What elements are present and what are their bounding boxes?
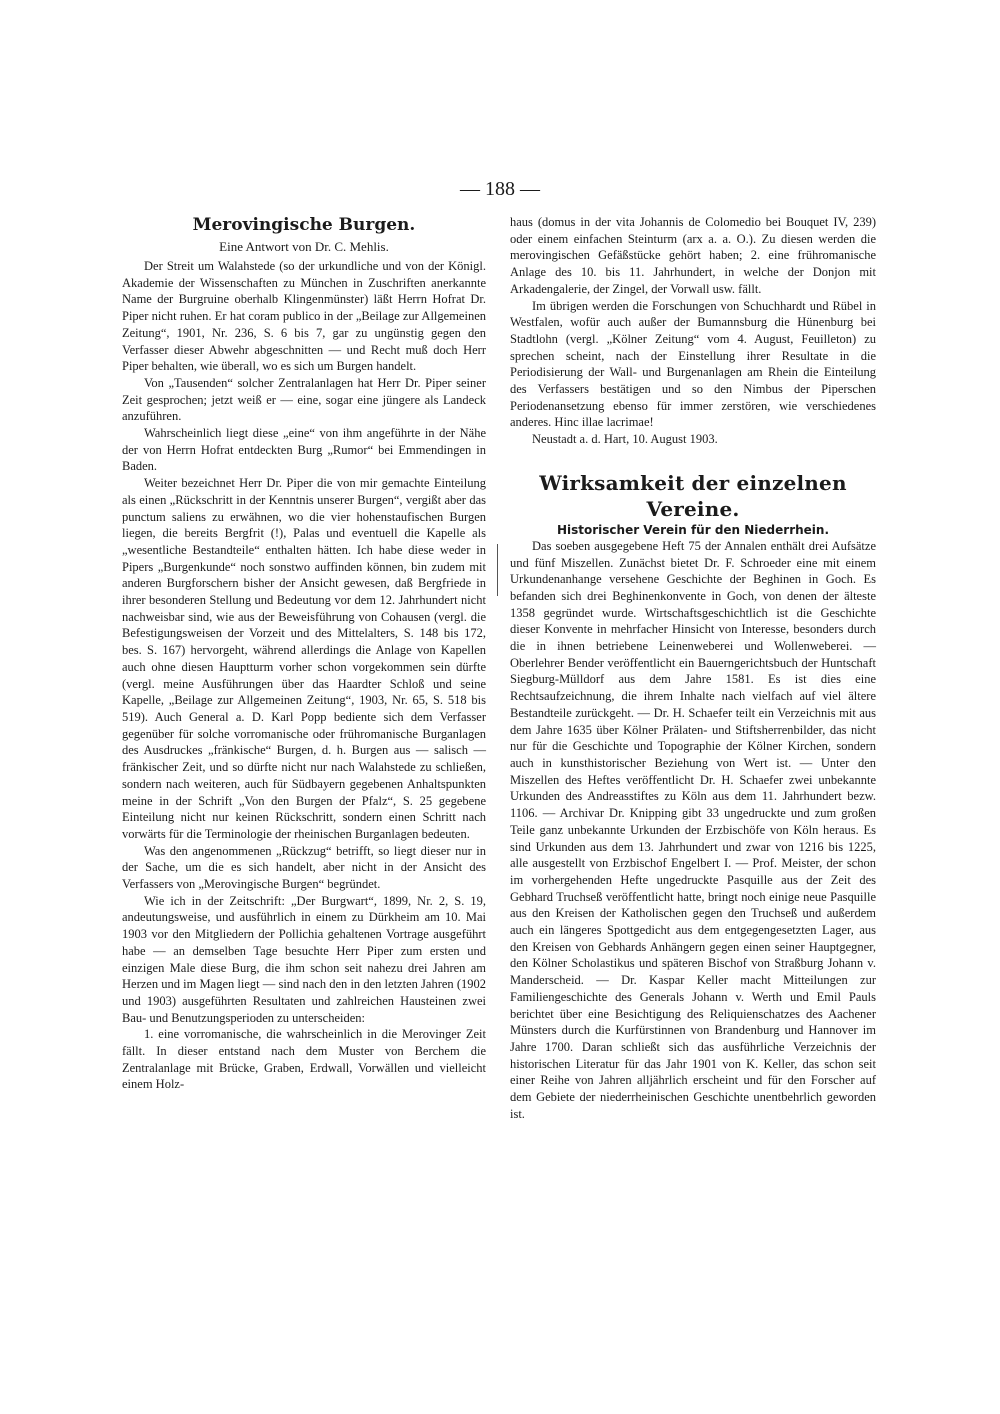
dateline: Neustadt a. d. Hart, 10. August 1903. — [532, 432, 718, 447]
section-title: Wirksamkeit der einzelnen Vereine. — [539, 470, 847, 521]
paragraph: Was den angenommenen „Rückzug“ betrifft, so liegt dieser nur in der Sache, um die es sich handelt, aber nicht in der Ansicht des Verfassers von „Merovingische Burgen“ begründet. — [122, 843, 486, 892]
section-subtitle: Historischer Verein für den Niederrhein. — [556, 522, 830, 537]
article-title: Merovingische Burgen. — [192, 215, 416, 235]
left-column — [122, 214, 486, 1093]
section-gap — [510, 448, 876, 470]
article-subtitle: Eine Antwort von Dr. C. Mehlis. — [219, 239, 389, 254]
paragraph: Wie ich in der Zeitschrift: „Der Burgwart“, 1899, Nr. 2, S. 19, andeutungsweise, und ausführlich in einem zu Dürkheim am 10. Mai 1903 vor den Mitgliedern der Pollichia gehaltenen Vortrage ausgeführt habe — an demselben Tage besuchte Herr Piper zum ersten und einzigen Male diese Burg, die ihm schon seit nahezu drei Jahren am Herzen und im Magen liegt — sind nach den in den letzten Jahren (1902 und 1903) ausgeführten Resultaten und zahlreichen Hausteinen zwei Bau- und Benutzungsperioden zu unterscheiden: — [122, 893, 486, 1025]
paragraph: Wahrscheinlich liegt diese „eine“ von ihm angeführte in der Nähe der von Herrn Hofrat entdeckten Burg „Rumor“ bei Emmendingen in Baden. — [122, 426, 486, 474]
paragraph: Der Streit um Walahstede (so der urkundliche und von der Königl. Akademie der Wissenschaften zu München in Zuschriften anerkannte Name der Burgruine oberhalb Klingenmünster) läßt Herrn Hofrat Dr. Piper nicht ruhen. Er hat coram publico in der „Beilage zur Allgemeinen Zeitung“, 1901, Nr. 236, S. 6 bis 7, gar zu ungünstig gegen den Verfasser dieser Abwehr abgeschnitten — und Recht muß doch Herr Piper behalten, wie überall, wo es sich um Burgen handelt. — [122, 259, 486, 374]
paragraph: Das soeben ausgegebene Heft 75 der Annalen enthält drei Aufsätze und fünf Miszellen. Zunächst bietet Dr. F. Schroeder eine mit einem Urkundenanhange versehene Geschichte der Beghinen in Goch. Es befanden sich drei Beghinenkonvente in Goch, von denen der älteste 1358 gegründet wurde. Wirtschaftsgeschichtlich ist die Geschichte dieser Konvente in mehrfacher Hinsicht von Interesse, besonders durch die in ihnen betriebene Leinenweberei und Wollenweberei. — Oberlehrer Bender veröffentlicht ein Bauerngerichtsbuch der Huntschaft Siegburg-Mülldorf aus dem Jahre 1581. Es ist dies eine Rechtsaufzeichnung, die ihrem Inhalte nach vielfach auf viel ältere Bestandteile zurückgeht. — Dr. H. Schaefer teilt ein Verzeichnis mit aus dem Jahre 1635 über Kölner Prälaten- und Stiftsherrenbilder, das nicht nur für die Geschichte und Topographie der Kölner Kirchen, sondern auch in kunsthistorischer Beziehung von Wert ist. — Unter den Miszellen des Heftes veröffentlicht Dr. H. Schaefer zwei unbekannte Urkunden des Andreasstiftes zu Köln aus dem 11. Jahrhundert bezw. 1106. — Archivar Dr. Knipping gibt 33 ungedruckte und zum großen Teile ganz unbekannte Urkunden der Erzbischöfe von Köln heraus. Es sind Urkunden aus dem 13. Jahrhundert und zwar von 1216 bis 1225, alle ausgestellt von Erzbischof Engelbert I. — Prof. Meister, der schon im vorhergehenden Hefte ungedruckte Pasquille aus der Zeit des Gebhard Truchseß veröffentlicht hatte, bringt noch einige neue Pasquille aus den Kreisen der Katholischen gegen den Truchseß und außerdem auch ein längeres Spottgedicht aus dem entgegengesetzten Lager, aus den Kreisen von Gebhards Anhängern gegen einen seiner Hauptgegner, den Kölner Scholastikus und späteren Bischof von Straßburg Johann v. Manderscheid. — Dr. Kaspar Keller macht Mitteilungen zur Familiengeschichte des Generals Johann v. Werth und Emil Pauls berichtet über eine Besichtigung des Reliquienschatzes des Aachener Münsters durch die Kurfürstinnen von Brandenburg und Hannover im Jahre 1700. Daran schließt sich das ausführliche Verzeichnis der historischen Literatur für das Jahr 1901 von K. Keller, das schon seit einer Reihe von Jahren alljährlich erscheint und für den Forscher auf dem Gebiete der niederrheinischen Geschichte unentbehrlich geworden ist. — [510, 538, 876, 1121]
paragraph: Von „Tausenden“ solcher Zentralanlagen hat Herr Dr. Piper seiner Zeit gesprochen; jetzt weiß er — eine, sogar eine jüngere als Landeck anzuführen. — [122, 375, 486, 424]
page-number: — 188 — — [460, 178, 540, 200]
paragraph-continuation: haus (domus in der vita Johannis de Colomedio bei Bouquet IV, 239) oder einem einfachen Steinturm (arx a. a. O.). Zu diesen werden die merovingischen Gefäßstücke gehört haben; 2. eine frühromanische Anlage des 10. bis 11. Jahrhundert, in welche der Donjon mit Arkadengalerie, der Zingel, der Vorwall usw. fällt. — [510, 215, 876, 296]
right-column — [510, 214, 876, 1122]
paragraph: Weiter bezeichnet Herr Dr. Piper die von mir gemachte Einteilung als einen „Rückschritt in der Kenntnis unserer Burgen“, vergißt aber das punctum saliens zu erwähnen, wo die vier hohenstaufischen Burgen liegen, die bereits Bergfrit (!), Palas und eventuell die Kapelle als „wesentliche Bestandteile“ enthalten hätten. Ich habe diese weder in Pipers „Burgenkunde“ noch sonstwo auffinden können, bin zudem mit anderen Burgforschern bisher der Ansicht gewesen, daß Bergfriede in ihrer besonderen Stellung und Bedeutung vor dem 12. Jahrhundert nicht nachweisbar sind, wie aus der Beweisführung von Cohausen (vergl. die Befestigungsweisen der Vorzeit und des Mittelalters, S. 148 bis 172, bes. S. 167) hervorgeht, während allerdings die Anlage von Kapellen auch ohne diesen Hauptturm vorher schon vorgekommen sein dürfte (vergl. meine Ausführungen über das Haardter Schloß und seine Kapelle, „Beilage zur Allgemeinen Zeitung“, 1903, Nr. 65, S. 518 bis 519). Auch General a. D. Karl Popp bediente sich dem Verfasser gegenüber für solche vorromanische oder frühromanische Burganlagen des Ausdruckes „fränkische“ Burgen, d. h. Burgen aus — salisch — fränkischer Zeit, und so dürfte nicht nur nach Walahstede zu schließen, sondern nach weiteren, auch für Südbayern gegebenen Anhaltspunkten meine in der Schrift „Von den Burgen der Pfalz“, S. 25 gegebene Einteilung nicht nur keinen Rückschritt, sondern einen Schritt nach vorwärts für die Terminologie der rheinischen Burganlagen bedeuten. — [122, 476, 486, 841]
paragraph: 1. eine vorromanische, die wahrscheinlich in die Merovinger Zeit fällt. In dieser entstand nach dem Muster von Berchem die Zentralanlage mit Brücke, Graben, Erdwall, Vorwällen und vielleicht einem Holz- — [122, 1027, 486, 1092]
paragraph: Im übrigen werden die Forschungen von Schuchhardt und Rübel in Westfalen, wofür auch außer der Bumannsburg die Hünenburg bei Stadtlohn (vergl. „Kölner Zeitung“ vom 4. August, Feuilleton) zu sprechen scheint, nach der Einstellung ihrer Resultate in die Periodisierung der Wall- und Burgenanlagen am Rhein die Einteilung des Verfassers bestätigen und so den Nimbus der Piperschen Periodenansetzung ebenso für immer zerstören, wie verschiedenes anderes. Hinc illae lacrimae! — [510, 298, 876, 430]
column-divider — [497, 544, 498, 596]
